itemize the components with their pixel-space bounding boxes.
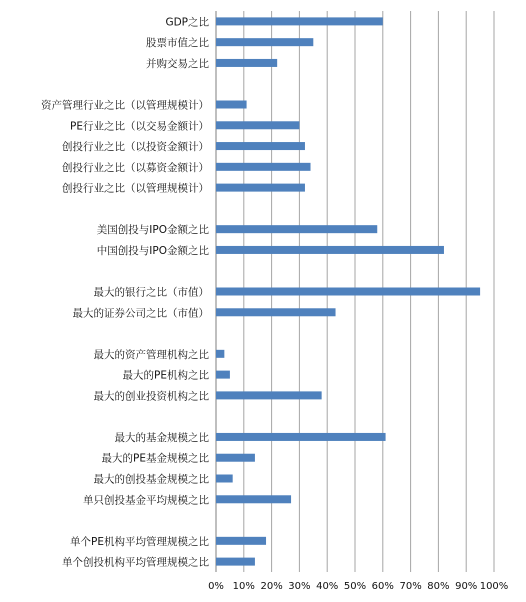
category-label: 创投行业之比（以管理规模计） — [62, 182, 209, 195]
category-label: 并购交易之比 — [146, 57, 209, 70]
bar — [216, 17, 383, 25]
bar — [216, 371, 230, 379]
category-label: 最大的基金规模之比 — [114, 431, 209, 444]
x-tick-label: 100% — [479, 581, 509, 592]
category-label: PE行业之比（以交易金额计） — [70, 120, 209, 133]
category-label: 创投行业之比（以募资金额计） — [62, 161, 209, 174]
bar — [216, 142, 305, 150]
category-labels — [41, 15, 209, 568]
bar — [216, 433, 386, 441]
x-tick-label: 50% — [343, 581, 367, 592]
category-label: 美国创投与IPO金额之比 — [96, 224, 209, 237]
bar — [216, 38, 313, 46]
category-label: 最大的PE机构之比 — [122, 369, 209, 382]
bar — [216, 288, 480, 296]
bar — [216, 246, 444, 254]
bar — [216, 225, 377, 233]
category-label: 资产管理行业之比（以管理规模计） — [41, 99, 209, 112]
x-tick-label: 30% — [288, 581, 311, 592]
bar — [216, 101, 247, 109]
x-tick-label: 90% — [455, 581, 478, 592]
category-label: 单个PE机构平均管理规模之比 — [70, 535, 209, 548]
x-tick-label: 10% — [232, 581, 255, 592]
category-label: GDP之比 — [165, 16, 209, 29]
bar — [216, 495, 291, 503]
category-label: 单只创投基金平均规模之比 — [83, 494, 209, 507]
bar — [216, 121, 299, 129]
category-label: 中国创投与IPO金额之比 — [96, 244, 209, 257]
bar — [216, 163, 311, 171]
bar — [216, 558, 255, 566]
x-tick-label: 80% — [427, 581, 450, 592]
bar — [216, 59, 277, 67]
category-label: 最大的创投基金规模之比 — [93, 473, 209, 486]
x-tick-label: 40% — [316, 581, 339, 592]
bar — [216, 184, 305, 192]
bar — [216, 350, 224, 358]
bar — [216, 475, 233, 483]
category-label: 最大的资产管理机构之比 — [93, 348, 209, 361]
bar — [216, 537, 266, 545]
bar — [216, 308, 336, 316]
x-tick-label: 20% — [260, 581, 283, 592]
x-tick-label: 70% — [399, 581, 422, 592]
bar — [216, 454, 255, 462]
bar — [216, 391, 322, 399]
category-label: 最大的证券公司之比（市值） — [72, 307, 209, 320]
category-label: 最大的银行之比（市值） — [93, 286, 209, 299]
category-label: 创投行业之比（以投资金额计） — [62, 141, 209, 154]
category-label: 最大的PE基金规模之比 — [101, 452, 209, 465]
category-label: 最大的创业投资机构之比 — [93, 390, 209, 403]
bars — [216, 17, 480, 565]
category-label: 股票市值之比 — [146, 37, 209, 50]
x-axis-ticks — [208, 581, 508, 592]
x-tick-label: 60% — [371, 581, 394, 592]
category-label: 单个创投机构平均管理规模之比 — [62, 556, 209, 569]
x-tick-label: 0% — [208, 581, 224, 592]
